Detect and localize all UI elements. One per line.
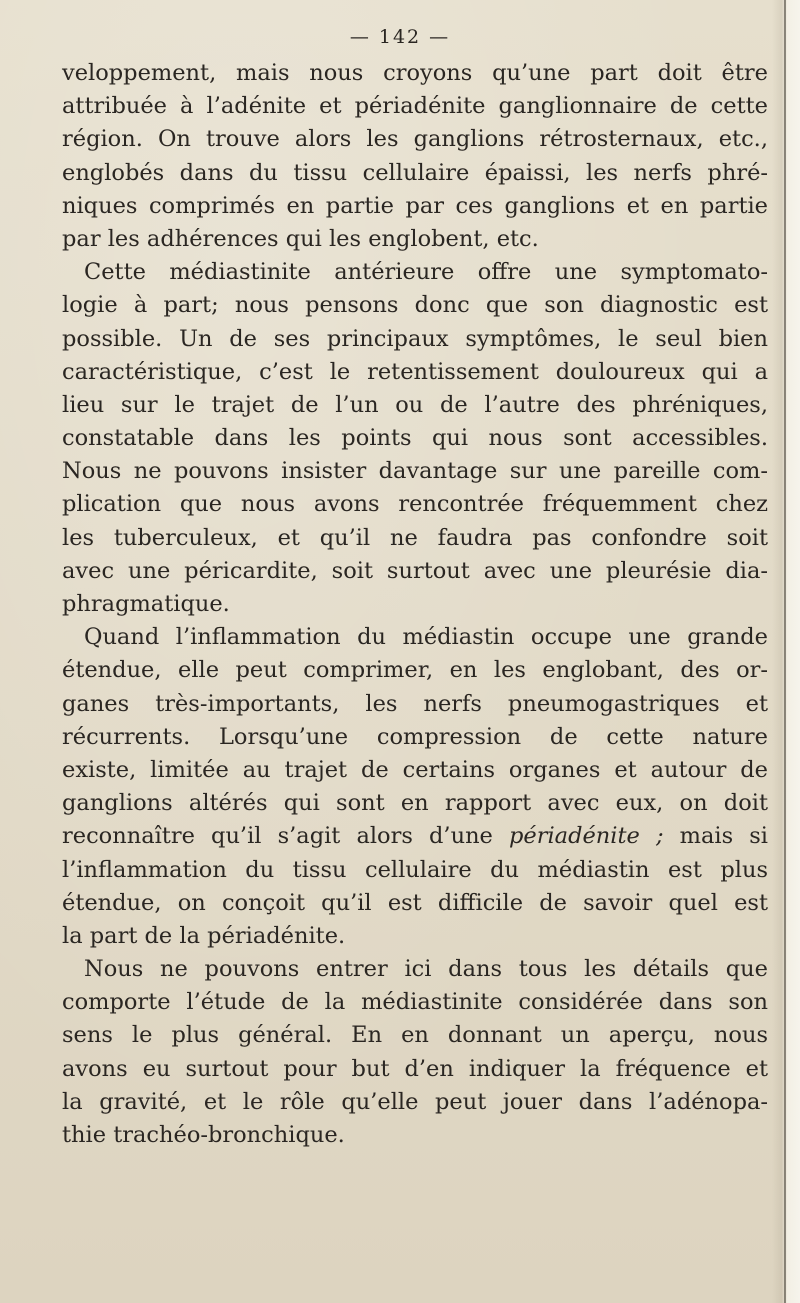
text-line: existe, limitée au trajet de certains organes et autour de	[62, 756, 768, 783]
text-line: ganglions altérés qui sont en rapport avec eux, on doit	[62, 790, 768, 817]
text-line: ganes très-importants, les nerfs pneumogastriques et	[62, 690, 768, 717]
text-line: niques comprimés en partie par ces ganglions et en partie	[62, 192, 768, 219]
text-line: possible. Un de ses principaux symptômes, le seul bien	[62, 325, 768, 352]
text-line: Nous ne pouvons insister davantage sur une pareille com-	[62, 458, 768, 485]
text-line: veloppement, mais nous croyons qu’une part doit être	[62, 60, 768, 86]
text-line: caractéristique, c’est le retentissement douloureux qui a	[62, 358, 768, 385]
text-line: par les adhérences qui les englobent, etc.	[62, 225, 539, 252]
text-line-with-italic	[62, 820, 768, 853]
text-line: étendue, on conçoit qu’il est difficile de savoir quel est	[62, 889, 768, 916]
text-line: récurrents. Lorsqu’une compression de cette nature	[62, 723, 768, 750]
text-line: la gravité, et le rôle qu’elle peut jouer dans l’adénopa-	[62, 1088, 768, 1115]
paragraph-start-line: Quand l’inflammation du médiastin occupe une grande	[84, 624, 768, 651]
text-line: plication que nous avons rencontrée fréquemment chez	[62, 491, 768, 518]
text-line: l’inflammation du tissu cellulaire du médiastin est plus	[62, 856, 768, 883]
paragraph-start-line: Cette médiastinite antérieure offre une symptomato-	[84, 259, 768, 286]
page-edge-shadow	[772, 0, 800, 1303]
text-line: logie à part; nous pensons donc que son diagnostic est	[62, 292, 768, 319]
text-line: phragmatique.	[62, 591, 230, 617]
paragraph-start-line: Nous ne pouvons entrer ici dans tous les détails que	[84, 956, 768, 983]
text-line: les tuberculeux, et qu’il ne faudra pas confondre soit	[62, 524, 768, 551]
text-line: lieu sur le trajet de l’un ou de l’autre des phréniques,	[62, 391, 768, 418]
body-text	[62, 57, 768, 1152]
text-line: avons eu surtout pour but d’en indiquer la fréquence et	[62, 1055, 768, 1082]
page-edge-line	[784, 0, 786, 1303]
italic-term: périadénite ;	[508, 823, 664, 850]
text-segment: mais si	[663, 823, 768, 850]
page-number: — 142 —	[349, 26, 451, 48]
text-line: étendue, elle peut comprimer, en les englobant, des or-	[62, 657, 768, 684]
text-line: englobés dans du tissu cellulaire épaissi, les nerfs phré-	[62, 159, 768, 186]
text-line: région. On trouve alors les ganglions rétrosternaux, etc.,	[62, 126, 768, 153]
text-line: la part de la périadénite.	[62, 922, 346, 949]
text-line: thie trachéo-bronchique.	[62, 1122, 345, 1148]
text-line: constatable dans les points qui nous sont accessibles.	[62, 425, 768, 452]
text-segment: reconnaître qu’il s’agit alors d’une	[62, 823, 509, 850]
text-line: avec une péricardite, soit surtout avec une pleurésie dia-	[62, 557, 768, 584]
text-line: sens le plus général. En en donnant un aperçu, nous	[62, 1022, 768, 1049]
text-line: comporte l’étude de la médiastinite considérée dans son	[62, 989, 768, 1016]
text-line: attribuée à l’adénite et périadénite ganglionnaire de cette	[62, 93, 768, 120]
